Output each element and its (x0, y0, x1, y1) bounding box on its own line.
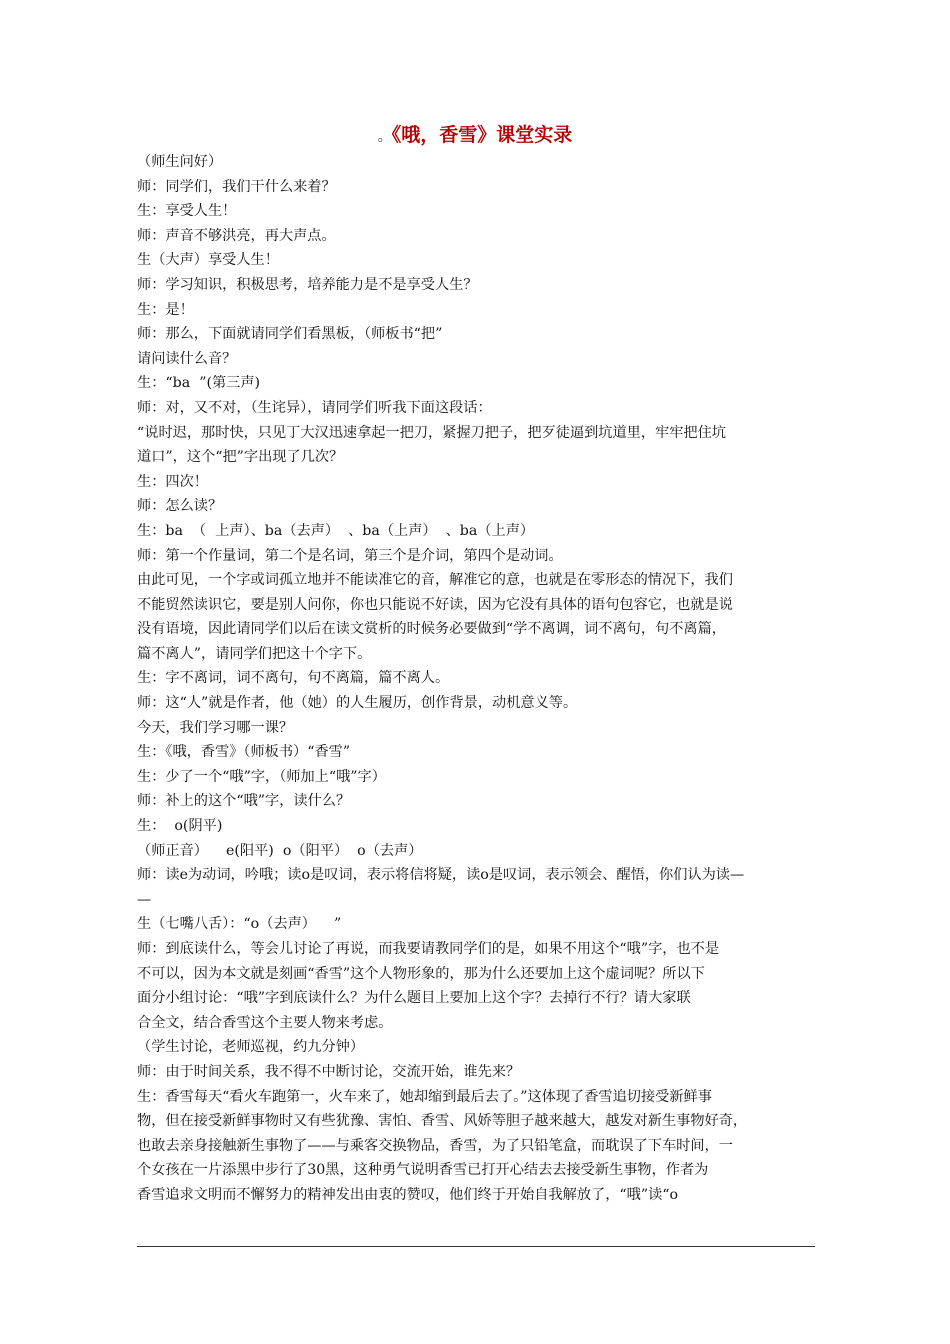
text-line: 师：那么，下面就请同学们看黑板，（师板书“把” (137, 326, 443, 343)
text-line: 香雪追求文明而不懈努力的精神发出由衷的赞叹，他们终于开始自我解放了，“哦”读“o (137, 1186, 679, 1203)
text-line: 也敢去亲身接触新生事物了——与乘客交换物品，香雪，为了只铅笔盒，而耽误了下车时间，一 (137, 1137, 733, 1154)
text-line: 道口”，这个“把”字出现了几次？ (137, 449, 344, 466)
text-line: 师：学习知识，积极思考，培养能力是不是享受人生？ (137, 276, 478, 293)
text-line: 面分小组讨论：“哦”字到底读什么？为什么题目上要加上这个字？去掉行不行？请大家联 (137, 990, 691, 1007)
text-line: 生：四次！ (137, 473, 208, 490)
text-line: 生：少了一个“哦”字，（师加上“哦”字） (137, 768, 386, 785)
text-line: 合全文，结合香雪这个主要人物来考虑。 (137, 1014, 393, 1031)
text-line: 师：同学们，我们干什么来着？ (137, 178, 336, 195)
text-line: 师：读e为动词，吟哦；读o是叹词，表示将信将疑，读o是叹词，表示领会、醒悟，你们认为读— (137, 867, 745, 884)
text-line: 生：字不离词，词不离句，句不离篇，篇不离人。 (137, 670, 450, 687)
text-line: 不能贸然读识它，要是别人问你，你也只能说不好读，因为它没有具体的语句包容它，也就是说 (137, 596, 733, 613)
footer-divider (137, 1246, 815, 1247)
text-line: 师：对，又不对，（生诧异），请同学们听我下面这段话： (137, 399, 492, 416)
text-line: 生：《哦，香雪》（师板书）“香雪” (137, 744, 351, 761)
text-line: 生：是！ (137, 301, 194, 318)
text-line: 生：享受人生！ (137, 203, 237, 220)
text-line: 生：香雪每天“看火车跑第一，火车来了，她却缩到最后去了。”这体现了香雪追切接受新鲜事 (137, 1088, 712, 1105)
text-line: 生： o(阴平) (137, 818, 223, 835)
text-line: 师：到底读什么，等会儿讨论了再说，而我要请教同学们的是，如果不用这个“哦”字，也不是 (137, 941, 720, 957)
title-text: 《哦，香雪》课堂实录 (391, 124, 573, 146)
text-line: 没有语境，因此请同学们以后在读文赏析的时候务必要做到“学不离调，词不离句，句不离篇， (137, 621, 726, 638)
text-line: （师正音） e(阳平) o（阳平） o（去声） (137, 842, 423, 859)
text-line: — (137, 891, 152, 908)
text-line: 师：由于时间关系，我不得不中断讨论，交流开始，谁先来？ (137, 1063, 521, 1080)
text-line: 个女孩在一片添黑中步行了30黑，这种勇气说明香雪已打开心结去去接受新生事物，作者为 (137, 1162, 709, 1179)
text-line: 师：这“人”就是作者，他（她）的人生履历，创作背景，动机意义等。 (137, 695, 578, 712)
text-line: 不可以，因为本文就是刻画“香雪”这个人物形象的，那为什么还要加上这个虚词呢？所以下 (137, 965, 705, 982)
text-line: 生：“ba ”(第三声) (137, 375, 261, 392)
text-line: （师生问好） (137, 154, 223, 170)
text-line: 物，但在接受新鲜事物时又有些犹豫、害怕、香雪、风娇等胆子越来越大，越发对新生事物好奇， (137, 1113, 748, 1130)
document-title (0, 122, 950, 150)
text-line: 由此可见，一个字或词孤立地并不能读准它的音，解准它的意，也就是在零形态的情况下，我们 (137, 572, 733, 589)
text-line: 师：怎么读？ (137, 498, 223, 515)
title-bullet-mark: 。 (377, 129, 392, 145)
text-line: 师：补上的这个“哦”字，读什么？ (137, 793, 351, 810)
text-line: 篇不离人”，请同学们把这十个字下。 (137, 645, 372, 662)
text-line: （学生讨论，老师巡视，约九分钟） (137, 1039, 365, 1056)
text-line: 请问读什么音？ (137, 350, 237, 367)
document-body (137, 150, 815, 1208)
text-line: 生：ba （ 上声）、ba（去声） 、ba（上声） 、ba（上声） (137, 522, 535, 539)
text-line: “说时迟，那时快，只见丁大汉迅速拿起一把刀，紧握刀把子，把歹徒逼到坑道里，牢牢把住坑 (137, 424, 726, 441)
text-line: 今天，我们学习哪一课？ (137, 719, 294, 736)
text-line: 师：声音不够洪亮，再大声点。 (137, 227, 336, 244)
text-line: 生（七嘴八舌）：“o（去声） ” (137, 916, 342, 933)
text-line: 师：第一个作量词，第二个是名词，第三个是介词，第四个是动词。 (137, 547, 563, 564)
text-line: 生（大声）享受人生！ (137, 252, 279, 269)
